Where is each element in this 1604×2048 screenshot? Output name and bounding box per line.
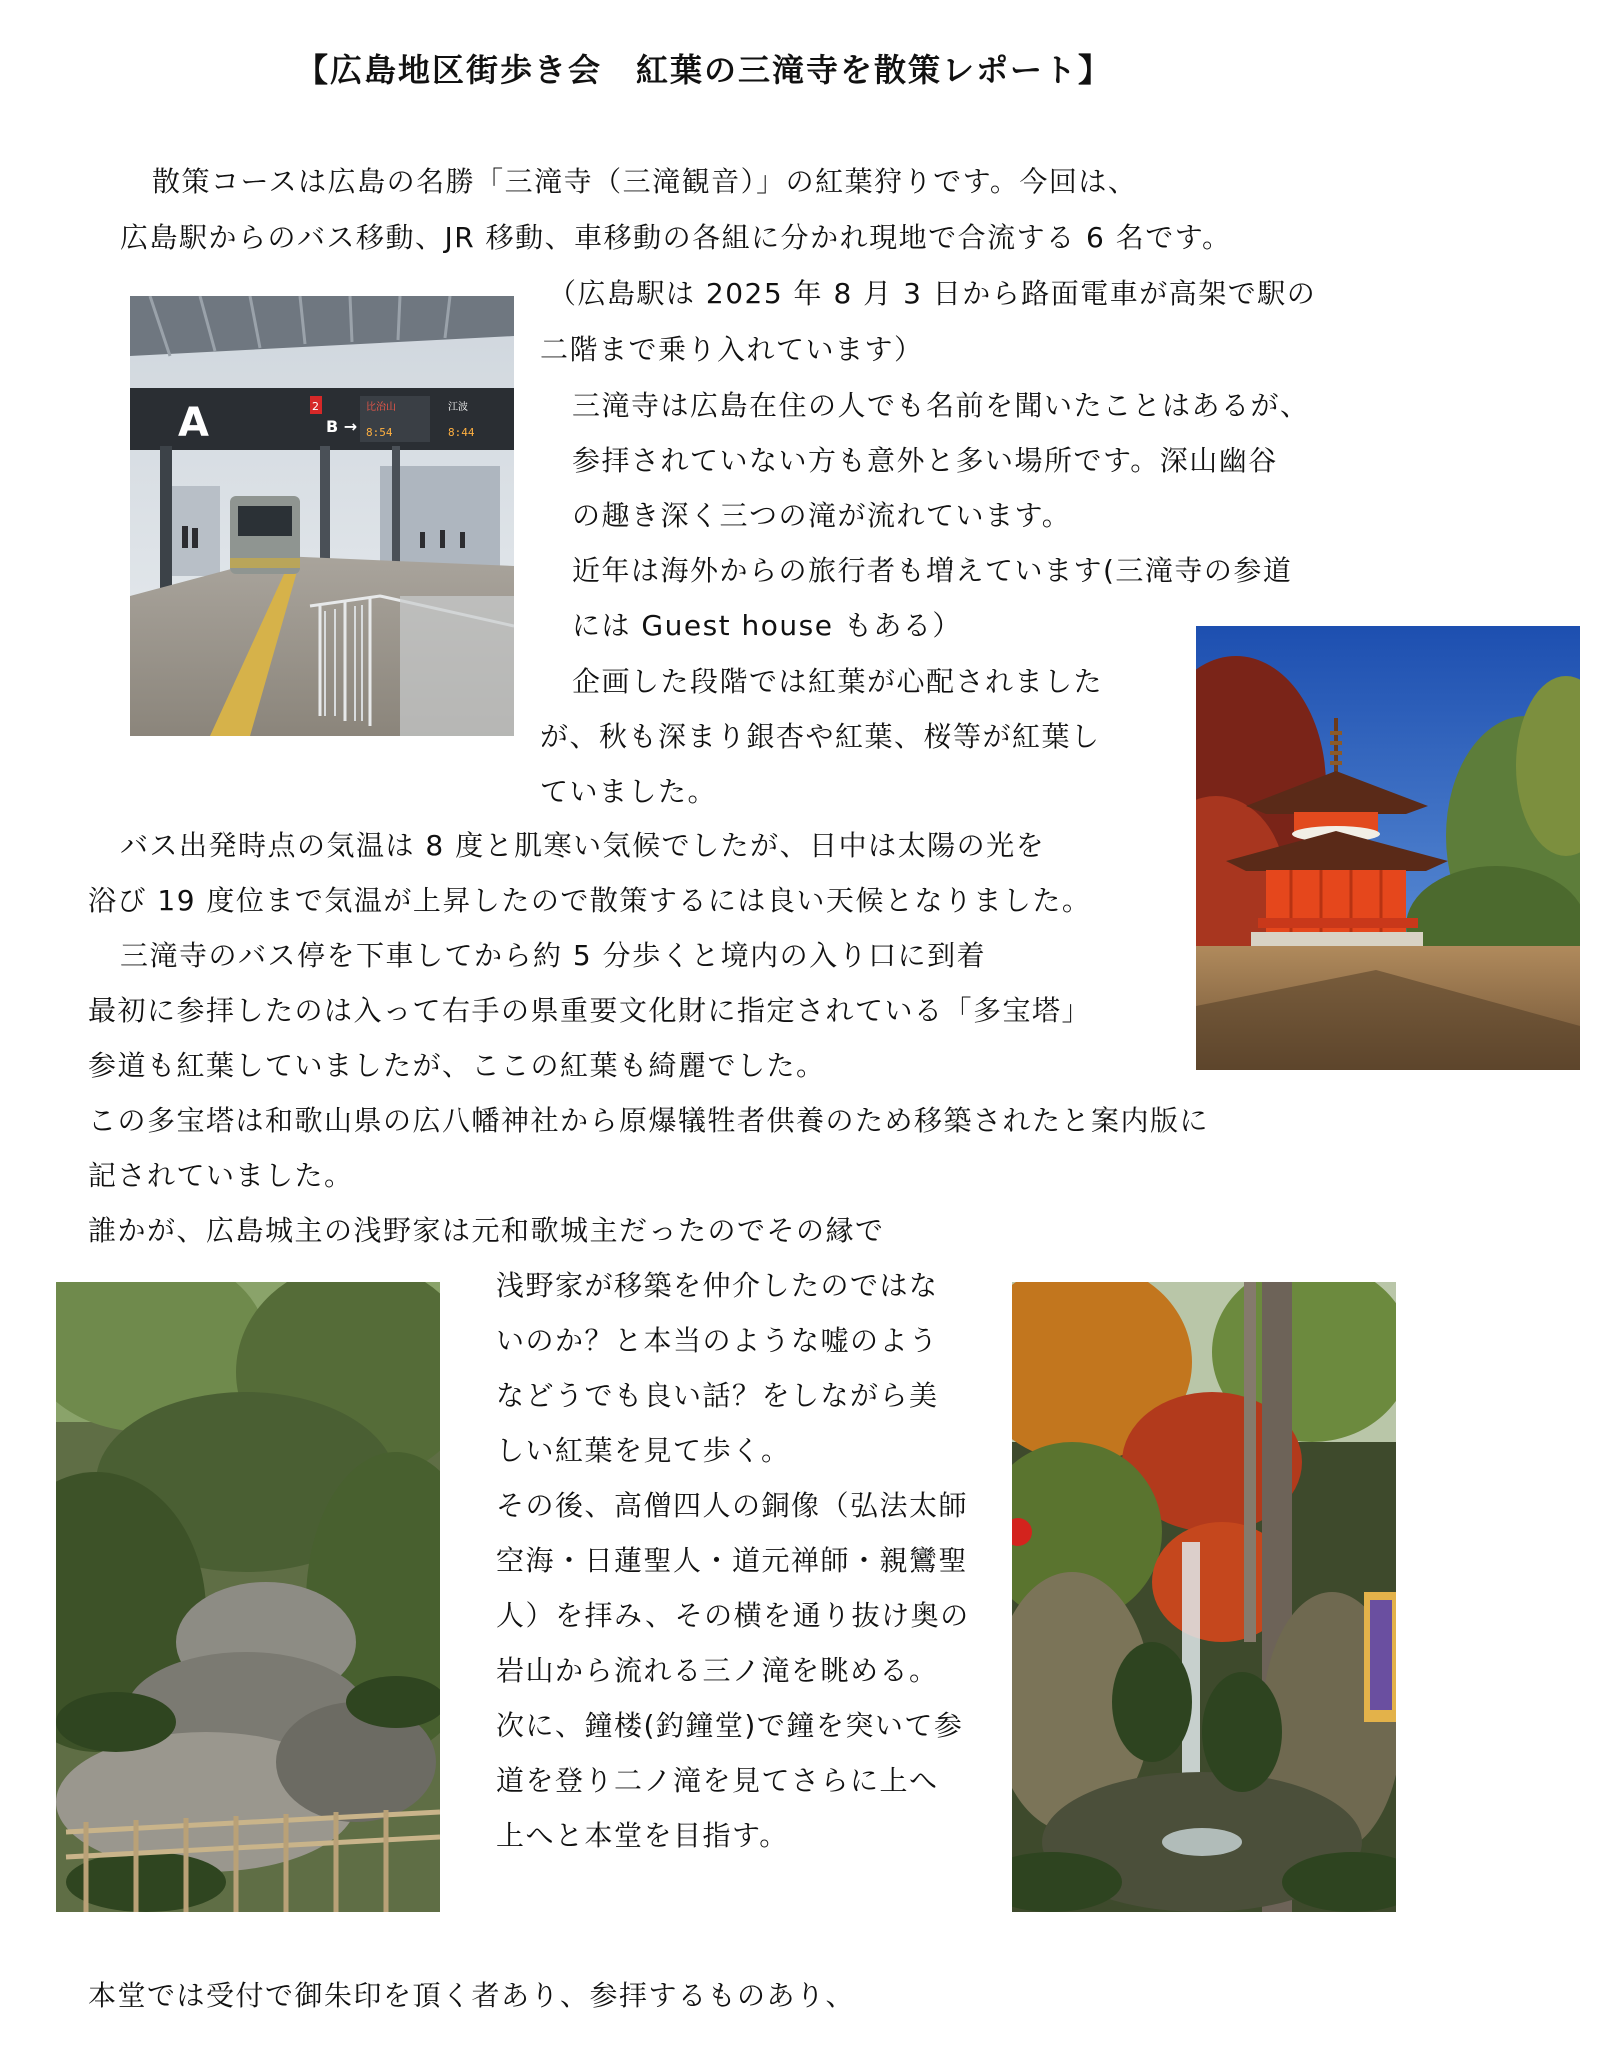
text-line: 広島駅からのバス移動、JR 移動、車移動の各組に分かれ現地で合流する 6 名です。 <box>120 221 1232 254</box>
text-line: 散策コースは広島の名勝「三滝寺（三滝観音）」の紅葉狩りです。今回は、 <box>152 165 1138 198</box>
text-line: 岩山から流れる三ノ滝を眺める。 <box>496 1654 939 1687</box>
text-line: などうでも良い話？をしながら美 <box>496 1379 939 1412</box>
platform-sign-letter: A <box>178 400 209 446</box>
waterfall-photo <box>1012 1282 1396 1912</box>
text-line: 次に、鐘楼(釣鐘堂)で鐘を突いて参 <box>496 1709 964 1742</box>
text-line: しい紅葉を見て歩く。 <box>496 1434 791 1467</box>
text-line: 本堂では受付で御朱印を頂く者あり、参拝するものあり、 <box>88 1979 856 2012</box>
text-line: 人）を拝み、その横を通り抜け奥の <box>496 1599 970 1632</box>
text-line: には Guest house もある） <box>572 609 962 642</box>
text-line: 三滝寺のバス停を下車してから約 5 分歩くと境内の入り口に到着 <box>120 939 987 972</box>
text-line: 企画した段階では紅葉が心配されました <box>572 665 1104 698</box>
text-line: この多宝塔は和歌山県の広八幡神社から原爆犠牲者供養のため移築されたと案内版に <box>88 1104 1210 1137</box>
text-line: 近年は海外からの旅行者も増えています(三滝寺の参道 <box>572 554 1293 587</box>
rocky-gorge-photo <box>56 1282 440 1912</box>
text-line: 道を登り二ノ滝を見てさらに上へ <box>496 1764 939 1797</box>
text-line: 最初に参拝したのは入って右手の県重要文化財に指定されている「多宝塔」 <box>88 994 1092 1027</box>
text-line: 浴び 19 度位まで気温が上昇したので散策するには良い天候となりました。 <box>88 884 1092 917</box>
text-line: 三滝寺は広島在住の人でも名前を聞いたことはあるが、 <box>572 389 1310 422</box>
sign-destination-2: 江波 <box>448 402 468 413</box>
station-platform-photo <box>130 296 514 736</box>
text-line: （広島駅は 2025 年 8 月 3 日から路面電車が高架で駅の <box>548 277 1317 310</box>
text-line: 記されていました。 <box>88 1159 354 1192</box>
text-line: が、秋も深まり銀杏や紅葉、桜等が紅葉し <box>540 720 1101 753</box>
text-line: ていました。 <box>540 775 718 808</box>
sign-destination: 比治山 <box>366 402 396 413</box>
text-line: 二階まで乗り入れています） <box>540 333 924 366</box>
text-line: 浅野家が移築を仲介したのではな <box>496 1269 939 1302</box>
sign-time-2: 8:44 <box>448 426 475 439</box>
text-line: 参拝されていない方も意外と多い場所です。深山幽谷 <box>572 444 1278 477</box>
text-line: の趣き深く三つの滝が流れています。 <box>572 499 1072 532</box>
text-line: 参道も紅葉していましたが、ここの紅葉も綺麗でした。 <box>88 1049 826 1082</box>
text-line: バス出発時点の気温は 8 度と肌寒い気候でしたが、日中は太陽の光を <box>120 829 1046 862</box>
sign-time-1: 8:54 <box>366 426 393 439</box>
text-line: その後、高僧四人の銅像（弘法太師 <box>496 1489 969 1522</box>
text-line: 誰かが、広島城主の浅野家は元和歌城主だったのでその縁で <box>88 1214 885 1247</box>
text-line: 空海・日蓮聖人・道元禅師・親鸞聖 <box>496 1544 969 1577</box>
page-title: 【広島地区街歩き会 紅葉の三滝寺を散策レポート】 <box>296 51 1113 89</box>
text-line: 上へと本堂を目指す。 <box>496 1819 789 1852</box>
sign-route-number: 2 <box>312 400 319 413</box>
red-pagoda-photo <box>1196 626 1580 1070</box>
sign-arrow-b: B → <box>326 417 358 436</box>
text-line: いのか？と本当のような嘘のよう <box>496 1324 939 1357</box>
